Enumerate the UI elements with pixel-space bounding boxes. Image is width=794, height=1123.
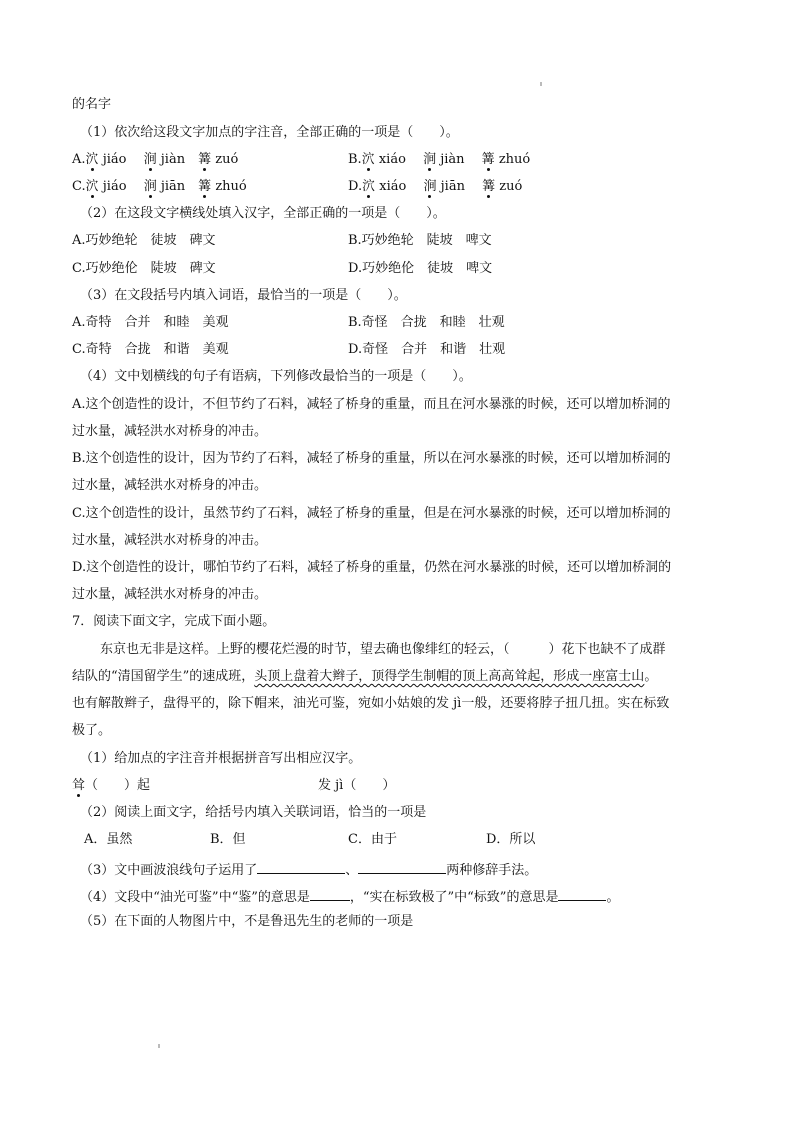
q6-2-stem: （2）在这段文字横线处填入汉字，全部正确的一项是（ ）。 xyxy=(80,206,446,221)
wavy-underlined-sentence: 头顶上盘着大辫子，顶得学生制帽的顶上高高耸起，形成一座富士山 xyxy=(254,669,645,684)
q6-2-option-d: D.巧妙绝伦 徒坡 啤文 xyxy=(348,261,493,276)
q7-2-option-a: A．虽然 xyxy=(84,832,133,847)
q6-3-option-a: A.奇特 合并 和睦 美观 xyxy=(72,315,229,330)
answer-blank[interactable] xyxy=(310,887,350,901)
q6-4-option-b-line1: B.这个创造性的设计，因为节约了石料，减轻了桥身的重量，所以在河水暴涨的时候，还可以增加桥洞的 xyxy=(72,451,671,466)
q6-1-option-d: D.泬 xiáo 涧 jiān 篝 zuó xyxy=(348,179,523,194)
answer-blank[interactable] xyxy=(558,887,606,901)
q7-title: 7．阅读下面文字，完成下面小题。 xyxy=(72,614,276,629)
scan-mark xyxy=(540,82,542,86)
q7-passage-line3: 也有解散辫子，盘得平的，除下帽来，油光可鉴，宛如小姑娘的发 jì一般，还要将脖子扭几扭。实在标致 xyxy=(72,696,670,711)
answer-blank[interactable] xyxy=(358,860,446,874)
q6-3-option-b: B.奇怪 合拢 和睦 壮观 xyxy=(348,315,505,330)
q6-3-option-c: C.奇特 合拢 和谐 美观 xyxy=(72,342,229,357)
q6-1-option-a: A.泬 jiáo 涧 jiàn 篝 zuó xyxy=(72,152,239,167)
q6-4-option-c-line1: C.这个创造性的设计，虽然节约了石料，减轻了桥身的重量，但是在河水暴涨的时候，还可以增加桥洞的 xyxy=(72,506,671,521)
q6-1-option-b: B.泬 xiáo 涧 jiàn 篝 zhuó xyxy=(348,152,531,167)
q6-1-option-c: C.泬 jiáo 涧 jiān 篝 zhuó xyxy=(72,179,247,194)
q7-passage-line2: 结队的“清国留学生”的速成班，头顶上盘着大辫子，顶得学生制帽的顶上高高耸起，形成一座富士山。 xyxy=(72,669,658,684)
q7-1-item1: 耸（ ）起 xyxy=(72,778,151,793)
q7-1-item2: 发 jì（ ） xyxy=(318,778,396,793)
q7-3-stem: （3）文中画波浪线句子运用了 、 两种修辞手法。 xyxy=(80,860,537,879)
q7-passage-line1: 东京也无非是这样。上野的樱花烂漫的时节，望去确也像绯红的轻云，（ ）花下也缺不了成群 xyxy=(100,642,666,657)
q7-2-option-d: D．所以 xyxy=(486,832,536,847)
intro-tail: 的名字 xyxy=(72,97,112,112)
q7-4-stem: （4）文段中“油光可鉴”中“鉴”的意思是 ，“实在标致极了”中“标致”的意思是 。 xyxy=(80,887,619,906)
q6-4-option-c-line2: 过水量，减轻洪水对桥身的冲击。 xyxy=(72,533,268,548)
q6-4-option-a-line2: 过水量，减轻洪水对桥身的冲击。 xyxy=(72,424,268,439)
q6-3-option-d: D.奇怪 合并 和谐 壮观 xyxy=(348,342,506,357)
q7-2-option-c: C．由于 xyxy=(348,832,397,847)
q6-4-stem: （4）文中划横线的句子有语病，下列修改最恰当的一项是（ ）。 xyxy=(80,369,472,384)
q7-2-option-b: B．但 xyxy=(210,832,246,847)
q6-2-option-c: C.巧妙绝伦 陡坡 碑文 xyxy=(72,261,216,276)
scan-mark xyxy=(158,1044,160,1048)
q7-2-stem: （2）阅读上面文字，给括号内填入关联词语，恰当的一项是 xyxy=(80,805,427,820)
q7-1-stem: （1）给加点的字注音并根据拼音写出相应汉字。 xyxy=(80,751,362,766)
q7-passage-line4: 极了。 xyxy=(72,723,112,738)
q6-1-stem: （1）依次给这段文字加点的字注音，全部正确的一项是（ ）。 xyxy=(80,125,459,140)
q6-3-stem: （3）在文段括号内填入词语，最恰当的一项是（ ）。 xyxy=(80,288,407,303)
q7-5-stem: （5）在下面的人物图片中，不是鲁迅先生的老师的一项是 xyxy=(80,914,414,929)
q6-4-option-b-line2: 过水量，减轻洪水对桥身的冲击。 xyxy=(72,478,268,493)
q6-4-option-a-line1: A.这个创造性的设计，不但节约了石料，减轻了桥身的重量，而且在河水暴涨的时候，还可以增加桥洞的 xyxy=(72,397,671,412)
q6-4-option-d-line1: D.这个创造性的设计，哪怕节约了石料，减轻了桥身的重量，仍然在河水暴涨的时候，还可以增加桥洞的 xyxy=(72,560,672,575)
q6-2-option-b: B.巧妙绝轮 陡坡 啤文 xyxy=(348,233,492,248)
q6-4-option-d-line2: 过水量，减轻洪水对桥身的冲击。 xyxy=(72,587,268,602)
q6-2-option-a: A.巧妙绝轮 徒坡 碑文 xyxy=(72,233,216,248)
answer-blank[interactable] xyxy=(257,860,345,874)
